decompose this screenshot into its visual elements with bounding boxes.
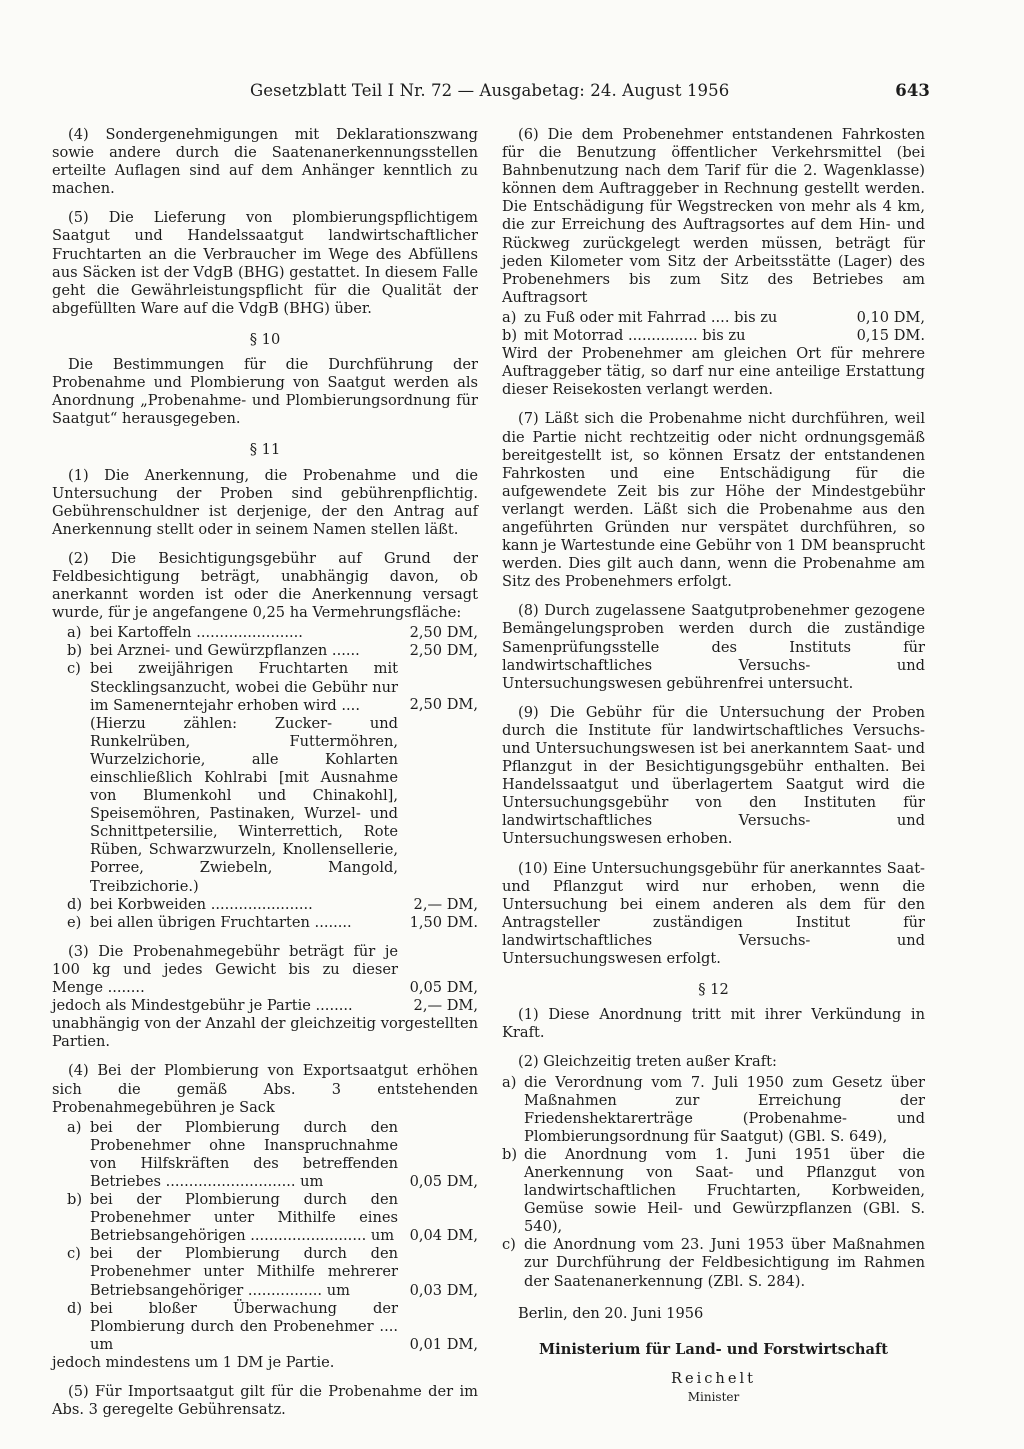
export-fee-label: a) bbox=[67, 1118, 82, 1136]
signer-name: Reichelt bbox=[670, 1369, 757, 1387]
repeal-item bbox=[502, 1146, 925, 1236]
paragraph-10: (10) Eine Untersuchungsgebühr für anerkanntes Saat- und Pflanzgut wird nur erhoben, wenn die Untersuchung bei einem anderen als dem für den Antragsteller zuständigen Institut für landwirtschaftliches Versuchs- und Untersuchungswesen erfolgt. bbox=[502, 859, 925, 968]
fee-label: b) bbox=[67, 642, 83, 660]
section-12-paragraph-1: (1) Diese Anordnung tritt mit ihrer Verkündung in Kraft. bbox=[502, 1006, 925, 1042]
paragraph-4-export: (4) Bei der Plombierung von Exportsaatgut erhöhen sich die gemäß Abs. 3 entstehenden Probenahmegebühren je Sack bbox=[52, 1062, 478, 1116]
paragraph-6: (6) Die dem Probenehmer entstandenen Fahrkosten für die Benutzung öffentlicher Verkehrsmittel (bei Bahnbenutzung nach dem Tarif für die 2. Wagenklasse) können dem Auftraggeber in Rechnung gestellt werden. Die Entschädigung für Wegstrecken von mehr als 4 km, die zur Erreichung des Auftragsortes auf dem Hin- und Rückweg zurückgelegt werden müssen, beträgt für jeden Kilometer vom Sitz der Arbeitsstätte (Lager) des Probenehmers bis zum Sitz des Betriebes am Auftragsort bbox=[502, 126, 925, 306]
sampling-fee-text: (3) Die Probenahmegebühr beträgt für je 100 kg und jedes Gewicht bis zu dieser Menge ........ bbox=[52, 942, 398, 997]
paragraph-4: (4) Sondergenehmigungen mit Deklarationszwang sowie andere durch die Saatenanerkennungsstellen erteilte Auflagen sind auf dem Anhänger kenntlich zu machen. bbox=[52, 126, 478, 198]
minimum-fee-amount: 2,— DM, bbox=[413, 997, 478, 1015]
export-fee-label: c) bbox=[67, 1245, 81, 1263]
fee-text: bei zweijährigen Fruchtarten mit Stecklingsanzucht, wobei die Gebühr nur im Samenerntejahr erhoben wird .... bbox=[90, 660, 398, 714]
export-fee-text: bei der Plombierung durch den Probenehmer unter Mithilfe mehrerer Betriebsangehöriger ................ um bbox=[90, 1245, 398, 1299]
fee-text: bei Korbweiden ...................... bbox=[90, 895, 313, 913]
fee-amount: 1,50 DM. bbox=[409, 913, 478, 931]
sampling-fee-amount: 0,05 DM, bbox=[409, 979, 478, 997]
travel-fee-item bbox=[502, 309, 925, 327]
travel-fee-item bbox=[502, 327, 925, 345]
export-fee-tail: jedoch mindestens um 1 DM je Partie. bbox=[52, 1353, 335, 1371]
travel-fee-amount: 0,15 DM. bbox=[856, 327, 925, 345]
export-fee-amount: 0,04 DM, bbox=[409, 1227, 478, 1245]
export-fee-item bbox=[52, 1300, 478, 1354]
repeal-text: die Verordnung vom 7. Juli 1950 zum Gesetz über Maßnahmen zur Erreichung der Friedenshektarerträge (Probenahme- und Plombierungsordnung für Saatgut) (GBl. S. 649), bbox=[524, 1073, 925, 1145]
export-fee-label: d) bbox=[67, 1299, 83, 1317]
export-fee-text: bei bloßer Überwachung der Plombierung durch den Probenehmer .... um bbox=[90, 1299, 398, 1353]
export-fee-item bbox=[52, 1245, 478, 1299]
fee-list bbox=[52, 624, 478, 932]
repeal-item bbox=[502, 1074, 925, 1146]
fee-amount: 2,50 DM, bbox=[409, 696, 478, 714]
repeal-label: c) bbox=[502, 1236, 516, 1254]
fee-item bbox=[52, 896, 478, 914]
repeal-text: die Anordnung vom 1. Juni 1951 über die Anerkennung von Saat- und Pflanzgut von landwirtschaftlichen Fruchtarten, Korbweiden, Gemüse sowie Heil- und Gewürzpflanzen (GBl. S. 540), bbox=[524, 1145, 925, 1236]
section-11-paragraph-1: (1) Die Anerkennung, die Probenahme und die Untersuchung der Proben sind gebührenpflichtig. Gebührenschuldner ist derjenige, der den Antrag auf Anerkennung stellt oder in seinem Namen stellen läßt. bbox=[52, 466, 478, 538]
section-12-paragraph-2: (2) Gleichzeitig treten außer Kraft: bbox=[518, 1053, 777, 1071]
repeal-text: die Anordnung vom 23. Juni 1953 über Maßnahmen zur Durchführung der Feldbesichtigung im Rahmen der Saatenanerkennung (ZBl. S. 284). bbox=[524, 1236, 925, 1290]
fee-item bbox=[52, 914, 478, 932]
paragraph-9: (9) Die Gebühr für die Untersuchung der Proben durch die Institute für landwirtschaftliches Versuchs- und Untersuchungswesen ist bei anerkanntem Saat- und Pflanzgut in der Besichtigungsgebühr enthalten. Bei Handelssaatgut und überlagertem Saatgut wird die Untersuchungsgebühr von den Instituten für landwirtschaftliches Versuchs- und Untersuchungswesen erhoben. bbox=[502, 703, 925, 848]
fee-item bbox=[52, 624, 478, 642]
left-column bbox=[52, 126, 478, 1430]
repeal-label: a) bbox=[502, 1073, 517, 1091]
paragraph-7: (7) Läßt sich die Probenahme nicht durchführen, weil die Partie nicht rechtzeitig oder nicht ordnungsgemäß bereitgestellt ist, so können Ersatz der entstandenen Fahrkosten und eine Entschädigung für die aufgewendete Zeit bis zur Höhe der Mindestgebühr verlangt werden. Läßt sich die Probenahme aus den angeführten Gründen nur verspätet durchführen, so kann je Wartestunde eine Gebühr von 1 DM beansprucht werden. Dies gilt auch dann, wenn die Probenahme am Sitz des Probenehmers erfolgt. bbox=[502, 410, 925, 591]
fee-label: e) bbox=[67, 913, 82, 931]
travel-fee-list bbox=[502, 309, 925, 345]
fee-amount: 2,50 DM, bbox=[409, 642, 478, 660]
fee-amount: 2,50 DM, bbox=[409, 624, 478, 642]
export-fee-text: bei der Plombierung durch den Probenehmer ohne Inanspruchnahme von Hilfskräften des betreffenden Betriebes ............................ um bbox=[90, 1118, 398, 1190]
repeal-item bbox=[502, 1236, 925, 1290]
travel-fee-label: b) bbox=[502, 327, 518, 345]
export-fee-text: bei der Plombierung durch den Probenehmer unter Mithilfe eines Betriebsangehörigen ......................... um bbox=[90, 1191, 398, 1245]
paragraph-3-sampling-fee bbox=[52, 943, 478, 1052]
fee-text: bei allen übrigen Fruchtarten ........ bbox=[90, 913, 352, 931]
right-column bbox=[502, 126, 925, 1406]
ministry-name: Ministerium für Land- und Forstwirtschaft bbox=[539, 1340, 888, 1358]
place-and-date: Berlin, den 20. Juni 1956 bbox=[518, 1304, 704, 1322]
section-heading-10: § 10 bbox=[249, 330, 281, 348]
fee-amount: 2,— DM, bbox=[413, 895, 478, 913]
export-fee-amount: 0,01 DM, bbox=[409, 1335, 478, 1353]
export-fee-item bbox=[52, 1119, 478, 1191]
repeal-list bbox=[502, 1074, 925, 1291]
travel-fee-text: zu Fuß oder mit Fahrrad .... bis zu bbox=[524, 308, 778, 326]
sampling-fee-tail: unabhängig von der Anzahl der gleichzeitig vorgestellten Partien. bbox=[52, 1015, 478, 1051]
fee-item bbox=[52, 642, 478, 660]
page-number: 643 bbox=[895, 81, 930, 100]
section-11-paragraph-2: (2) Die Besichtigungsgebühr auf Grund der Feldbesichtigung beträgt, unabhängig davon, ob anerkannt worden ist oder die Anerkennung versagt wurde, für je angefangene 0,25 ha Vermehrungsfläche: bbox=[52, 549, 478, 622]
paragraph-6-tail: Wird der Probenehmer am gleichen Ort für mehrere Auftraggeber tätig, so darf nur eine anteilige Erstattung dieser Reisekosten verlangt werden. bbox=[502, 345, 925, 399]
section-heading-12: § 12 bbox=[698, 981, 729, 999]
paragraph-8: (8) Durch zugelassene Saatgutprobenehmer gezogene Bemängelungsproben werden durch die zuständige Samenprüfungsstelle des Instituts für landwirtschaftliches Versuchs- und Untersuchungswesen gebührenfrei untersucht. bbox=[502, 602, 925, 692]
travel-fee-label: a) bbox=[502, 308, 517, 326]
paragraph-5: (5) Die Lieferung von plombierungspflichtigem Saatgut und Handelssaatgut landwirtschaftlicher Fruchtarten an die Verbraucher im Wege des Abfüllens aus Säcken ist der VdgB (BHG) gestattet. In diesem Falle geht die Gewährleistungspflicht für die Qualität der abgefüllten Ware auf die VdgB (BHG) über. bbox=[52, 209, 478, 317]
fee-label: c) bbox=[67, 660, 81, 678]
paragraph-5-import: (5) Für Importsaatgut gilt für die Probenahme der im Abs. 3 geregelte Gebührensatz. bbox=[52, 1383, 478, 1419]
travel-fee-text: mit Motorrad ............... bis zu bbox=[524, 327, 746, 345]
export-fee-amount: 0,05 DM, bbox=[409, 1172, 478, 1190]
fee-item-c bbox=[52, 660, 478, 895]
export-fee-list bbox=[52, 1119, 478, 1372]
export-fee-amount: 0,03 DM, bbox=[409, 1281, 478, 1299]
export-fee-item bbox=[52, 1191, 478, 1245]
minimum-fee-text: jedoch als Mindestgebühr je Partie ........ bbox=[52, 997, 353, 1015]
section-heading-11: § 11 bbox=[249, 441, 281, 459]
signer-role: Minister bbox=[687, 1389, 740, 1404]
gazette-title: Gesetzblatt Teil I Nr. 72 — Ausgabetag: 24. August 1956 bbox=[250, 81, 730, 100]
export-fee-label: b) bbox=[67, 1191, 83, 1209]
repeal-label: b) bbox=[502, 1145, 518, 1163]
fee-label: a) bbox=[67, 624, 82, 642]
fee-detail: (Hierzu zählen: Zucker- und Runkelrüben, Futtermöhren, Wurzelzichorie, alle Kohlarten einschließlich Kohlrabi [mit Ausnahme von Blumenkohl und Chinakohl], Speisemöhren, Pastinaken, Wurzel- und Schnittpetersilie, Winterrettich, Rote Rüben, Schwarzwurzeln, Knollensellerie, Porree, Zwiebeln, Mangold, Treibzichorie.) bbox=[90, 714, 398, 895]
section-10-text: Die Bestimmungen für die Durchführung der Probenahme und Plombierung von Saatgut werden als Anordnung „Probenahme- und Plombierungsordnung für Saatgut“ herausgegeben. bbox=[52, 356, 478, 428]
fee-text: bei Arznei- und Gewürzpflanzen ...... bbox=[90, 642, 360, 660]
fee-label: d) bbox=[67, 895, 83, 913]
fee-text: bei Kartoffeln ....................... bbox=[90, 624, 303, 642]
travel-fee-amount: 0,10 DM, bbox=[856, 308, 925, 326]
